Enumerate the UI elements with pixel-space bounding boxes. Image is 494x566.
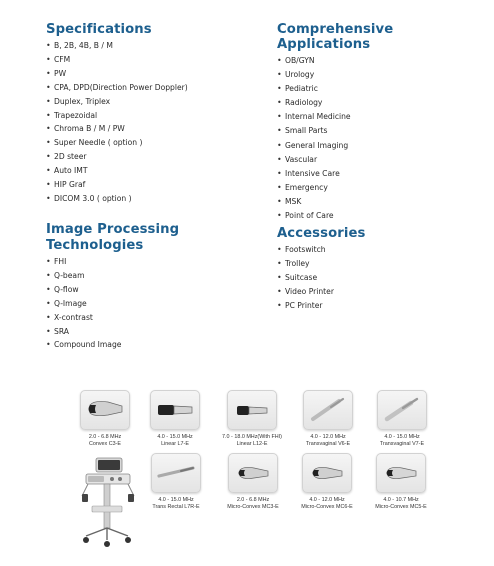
probe-frequency: 4.0 - 15.0 MHz [158,497,194,503]
probe-caption [66,434,144,447]
transrectal-probe-icon [155,460,197,486]
accessories-list [277,243,487,313]
probe-microconvex-mc3e [214,453,292,510]
list-item: • General Imaging [277,139,487,153]
list-item: • CPA, DPD(Direction Power Doppler) [46,81,266,95]
list-item: • Trapezoidal [46,109,266,123]
specifications-list [46,39,266,206]
list-item: • Trolley [277,257,487,271]
probe-image [151,453,201,493]
probe-image [80,390,130,430]
probe-image [302,453,352,493]
list-item: • Q-beam [46,269,266,283]
probe-caption [136,434,214,447]
probe-transrectal-l7re [137,453,215,510]
probe-frequency: 2.0 - 6.8 MHz [88,434,122,440]
probe-frequency: 4.0 - 12.0 MHz [310,434,346,440]
imaging-list [46,255,266,352]
probe-frequency: 4.0 - 15.0 MHz [384,434,420,440]
list-item: • Pediatric [277,82,487,96]
list-item: • Super Needle ( option ) [46,136,266,150]
probe-image [303,390,353,430]
list-item: • Q-flow [46,283,266,297]
list-item: • FHI [46,255,266,269]
list-item: • Video Printer [277,285,487,299]
microconvex-probe-icon [232,460,274,486]
list-item: • X-contrast [46,311,266,325]
probe-linear-l7e [136,390,214,447]
probe-frequency: 4.0 - 10.7 MHz [383,497,419,503]
probe-name: Linear L7-E [161,440,189,447]
probe-name: Micro-Convex MC5-E [375,503,427,510]
specifications-section [46,22,266,206]
probe-image [150,390,200,430]
list-item: • MSK [277,195,487,209]
ultrasound-cart-icon [76,456,138,550]
accessories-section [277,226,487,313]
probe-frequency: 2.0 - 6.8 MHz [236,497,270,503]
probe-transvaginal-v7e [363,390,441,447]
list-item: • PC Printer [277,299,487,313]
transvaginal-probe-icon [381,395,423,425]
probe-convex-c3e [66,390,144,447]
probe-frequency: 4.0 - 15.0 MHz [157,434,193,440]
list-item: • Emergency [277,181,487,195]
imaging-section [46,222,266,352]
probe-name: Transvaginal V6-E [305,440,351,447]
imaging-heading-line2: Technologies [46,237,144,253]
probe-image [376,453,426,493]
list-item: • CFM [46,53,266,67]
probe-frequency: 7.0 - 18.0 MHz(With FHI) [222,434,282,440]
probe-name: Micro-Convex MC3-E [227,503,279,510]
list-item: • Vascular [277,153,487,167]
probe-caption [289,434,367,447]
convex-probe-icon [84,397,126,423]
list-item: • OB/GYN [277,54,487,68]
list-item: • PW [46,67,266,81]
probe-image [228,453,278,493]
probe-microconvex-mc6e [288,453,366,510]
list-item: • Suitcase [277,271,487,285]
probe-name: Linear L12-E [236,440,268,447]
probe-image [227,390,277,430]
probe-caption [214,497,292,510]
probe-microconvex-mc5e [362,453,440,510]
applications-heading: Comprehensive Applications [277,22,394,52]
linear-probe-icon [231,397,273,423]
applications-list [277,54,487,223]
probe-caption [137,497,215,510]
imaging-heading-line1: Image Processing [46,222,180,237]
imaging-heading [46,222,266,253]
probe-image [377,390,427,430]
probe-name: Convex C3-E [88,440,122,447]
list-item: • Auto IMT [46,164,266,178]
probe-caption [362,497,440,510]
list-item: • Compound Image [46,338,266,352]
list-item: • B, 2B, 4B, B / M [46,39,266,53]
list-item: • Footswitch [277,243,487,257]
list-item: • Chroma B / M / PW [46,122,266,136]
list-item: • HIP Graf [46,178,266,192]
list-item: • 2D steer [46,150,266,164]
linear-probe-icon [154,397,196,423]
list-item: • Q-Image [46,297,266,311]
microconvex-probe-icon [306,460,348,486]
list-item: • Internal Medicine [277,110,487,124]
transvaginal-probe-icon [307,395,349,425]
probe-caption [213,434,291,447]
list-item: • SRA [46,325,266,339]
probe-caption [288,497,366,510]
list-item: • DICOM 3.0 ( option ) [46,192,266,206]
microconvex-probe-icon [380,460,422,486]
probe-name: Trans Rectal L7R-E [152,503,200,510]
list-item: • Point of Care [277,209,487,223]
probe-transvaginal-v6e [289,390,367,447]
accessories-heading: Accessories [277,226,366,241]
specifications-heading: Specifications [46,22,152,37]
list-item: • Duplex, Triplex [46,95,266,109]
list-item: • Radiology [277,96,487,110]
probe-linear-l12e [213,390,291,447]
probe-name: Micro-Convex MC6-E [301,503,353,510]
applications-section [277,22,487,223]
list-item: • Intensive Care [277,167,487,181]
list-item: • Urology [277,68,487,82]
probe-caption [363,434,441,447]
probe-frequency: 4.0 - 12.0 MHz [309,497,345,503]
probe-name: Transvaginal V7-E [379,440,425,447]
list-item: • Small Parts [277,124,487,138]
